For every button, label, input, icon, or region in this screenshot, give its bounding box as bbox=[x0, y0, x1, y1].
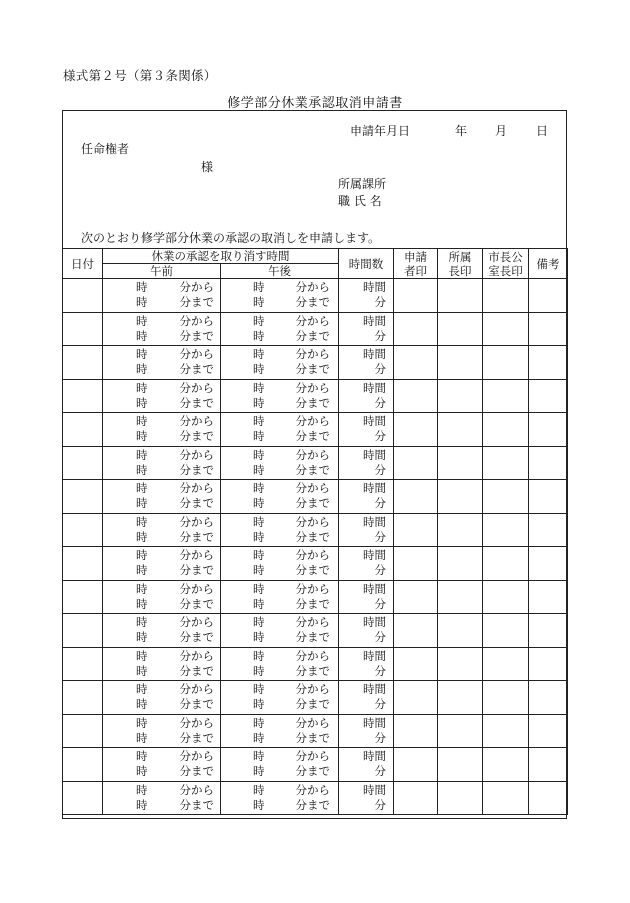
mayor-office-seal-cell[interactable] bbox=[483, 781, 529, 815]
applicant-seal-cell[interactable] bbox=[394, 614, 438, 648]
remarks-cell[interactable] bbox=[529, 312, 568, 346]
remarks-cell[interactable] bbox=[529, 413, 568, 447]
pm-time-cell[interactable]: 時 分から 時 分まで bbox=[221, 547, 339, 581]
date-cell[interactable] bbox=[63, 312, 103, 346]
mayor-office-seal-cell[interactable] bbox=[483, 379, 529, 413]
remarks-cell[interactable] bbox=[529, 379, 568, 413]
table-row bbox=[63, 513, 568, 547]
hours-cell[interactable]: 時間 分 bbox=[339, 781, 394, 815]
am-column-header: 午前 bbox=[103, 264, 221, 279]
pm-time-cell[interactable]: 時 分から 時 分まで bbox=[221, 681, 339, 715]
pm-time-cell[interactable]: 時 分から 時 分まで bbox=[221, 748, 339, 782]
dept-head-seal-cell[interactable] bbox=[438, 714, 483, 748]
am-time-cell[interactable]: 時 分から 時 分まで bbox=[103, 681, 221, 715]
day-label: 日 bbox=[536, 124, 549, 138]
hours-cell[interactable]: 時間 分 bbox=[339, 379, 394, 413]
am-time-cell[interactable]: 時 分から 時 分まで bbox=[103, 614, 221, 648]
cancellation-table bbox=[62, 248, 568, 815]
mayor-office-seal-cell[interactable] bbox=[483, 681, 529, 715]
am-time-cell[interactable]: 時 分から 時 分まで bbox=[103, 580, 221, 614]
table-row bbox=[63, 748, 568, 782]
am-time-cell[interactable]: 時 分から 時 分まで bbox=[103, 346, 221, 380]
pm-column-header: 午後 bbox=[221, 264, 339, 279]
pm-time-cell[interactable]: 時 分から 時 分まで bbox=[221, 714, 339, 748]
remarks-cell[interactable] bbox=[529, 580, 568, 614]
pm-time-cell[interactable]: 時 分から 時 分まで bbox=[221, 480, 339, 514]
honorific-sama: 様 bbox=[201, 160, 214, 174]
mayor-office-seal-header: 市長公 室長印 bbox=[483, 249, 529, 279]
applicant-seal-cell[interactable] bbox=[394, 480, 438, 514]
am-time-cell[interactable]: 時 分から 時 分まで bbox=[103, 748, 221, 782]
mayor-office-seal-cell[interactable] bbox=[483, 513, 529, 547]
applicant-seal-cell[interactable] bbox=[394, 379, 438, 413]
pm-time-cell[interactable]: 時 分から 時 分まで bbox=[221, 580, 339, 614]
mayor-office-seal-cell[interactable] bbox=[483, 279, 529, 313]
date-cell[interactable] bbox=[63, 480, 103, 514]
dept-head-seal-cell[interactable] bbox=[438, 547, 483, 581]
dept-head-seal-cell[interactable] bbox=[438, 513, 483, 547]
hours-cell[interactable]: 時間 分 bbox=[339, 580, 394, 614]
mayor-office-seal-cell[interactable] bbox=[483, 748, 529, 782]
department-label: 所属課所 bbox=[338, 177, 387, 191]
date-cell[interactable] bbox=[63, 446, 103, 480]
date-cell[interactable] bbox=[63, 379, 103, 413]
dept-head-seal-cell[interactable] bbox=[438, 312, 483, 346]
applicant-seal-cell[interactable] bbox=[394, 781, 438, 815]
am-time-cell[interactable]: 時 分から 時 分まで bbox=[103, 714, 221, 748]
hours-cell[interactable]: 時間 分 bbox=[339, 614, 394, 648]
hours-cell[interactable]: 時間 分 bbox=[339, 547, 394, 581]
dept-head-seal-cell[interactable] bbox=[438, 413, 483, 447]
applicant-seal-cell[interactable] bbox=[394, 547, 438, 581]
dept-head-seal-cell[interactable] bbox=[438, 647, 483, 681]
hours-cell[interactable]: 時間 分 bbox=[339, 413, 394, 447]
pm-time-cell[interactable]: 時 分から 時 分まで bbox=[221, 279, 339, 313]
hours-cell[interactable]: 時間 分 bbox=[339, 446, 394, 480]
applicant-seal-cell[interactable] bbox=[394, 513, 438, 547]
date-cell[interactable] bbox=[63, 647, 103, 681]
table-row bbox=[63, 647, 568, 681]
remarks-cell[interactable] bbox=[529, 681, 568, 715]
applicant-seal-header: 申請 者印 bbox=[394, 249, 438, 279]
hours-cell[interactable]: 時間 分 bbox=[339, 480, 394, 514]
dept-head-seal-cell[interactable] bbox=[438, 446, 483, 480]
appointing-authority-label: 任命権者 bbox=[81, 142, 130, 156]
dept-head-seal-cell[interactable] bbox=[438, 379, 483, 413]
mayor-office-seal-cell[interactable] bbox=[483, 446, 529, 480]
table-row bbox=[63, 346, 568, 380]
table-row bbox=[63, 614, 568, 648]
remarks-cell[interactable] bbox=[529, 346, 568, 380]
am-time-cell[interactable]: 時 分から 時 分まで bbox=[103, 480, 221, 514]
dept-head-seal-cell[interactable] bbox=[438, 681, 483, 715]
applicant-seal-cell[interactable] bbox=[394, 346, 438, 380]
am-time-cell[interactable]: 時 分から 時 分まで bbox=[103, 446, 221, 480]
mayor-office-seal-cell[interactable] bbox=[483, 614, 529, 648]
date-cell[interactable] bbox=[63, 547, 103, 581]
hours-cell[interactable]: 時間 分 bbox=[339, 714, 394, 748]
table-row bbox=[63, 480, 568, 514]
table-row bbox=[63, 681, 568, 715]
remarks-cell[interactable] bbox=[529, 279, 568, 313]
applicant-seal-cell[interactable] bbox=[394, 748, 438, 782]
mayor-office-seal-cell[interactable] bbox=[483, 714, 529, 748]
remarks-cell[interactable] bbox=[529, 614, 568, 648]
date-cell[interactable] bbox=[63, 681, 103, 715]
dept-head-seal-cell[interactable] bbox=[438, 614, 483, 648]
form-number-label: 様式第２号（第３条関係） bbox=[63, 68, 217, 83]
application-statement: 次のとおり修学部分休業の承認の取消しを申請します。 bbox=[81, 231, 381, 245]
am-time-cell[interactable]: 時 分から 時 分まで bbox=[103, 781, 221, 815]
date-cell[interactable] bbox=[63, 413, 103, 447]
dept-head-seal-cell[interactable] bbox=[438, 580, 483, 614]
table-row bbox=[63, 446, 568, 480]
dept-head-seal-cell[interactable] bbox=[438, 279, 483, 313]
am-time-cell[interactable]: 時 分から 時 分まで bbox=[103, 279, 221, 313]
hours-cell[interactable]: 時間 分 bbox=[339, 513, 394, 547]
mayor-office-seal-cell[interactable] bbox=[483, 580, 529, 614]
dept-head-seal-cell[interactable] bbox=[438, 346, 483, 380]
applicant-seal-cell[interactable] bbox=[394, 446, 438, 480]
month-label: 月 bbox=[495, 124, 508, 138]
am-time-cell[interactable]: 時 分から 時 分まで bbox=[103, 513, 221, 547]
pm-time-cell[interactable]: 時 分から 時 分まで bbox=[221, 513, 339, 547]
table-row bbox=[63, 413, 568, 447]
remarks-column-header: 備考 bbox=[529, 249, 568, 279]
date-cell[interactable] bbox=[63, 781, 103, 815]
table-row bbox=[63, 781, 568, 815]
remarks-cell[interactable] bbox=[529, 446, 568, 480]
mayor-office-seal-cell[interactable] bbox=[483, 647, 529, 681]
date-cell[interactable] bbox=[63, 614, 103, 648]
dept-head-seal-header: 所属 長印 bbox=[438, 249, 483, 279]
date-column-header: 日付 bbox=[63, 249, 103, 279]
hours-cell[interactable]: 時間 分 bbox=[339, 681, 394, 715]
date-cell[interactable] bbox=[63, 279, 103, 313]
table-row bbox=[63, 547, 568, 581]
date-cell[interactable] bbox=[63, 346, 103, 380]
pm-time-cell[interactable]: 時 分から 時 分まで bbox=[221, 346, 339, 380]
remarks-cell[interactable] bbox=[529, 714, 568, 748]
am-time-cell[interactable]: 時 分から 時 分まで bbox=[103, 413, 221, 447]
hours-cell[interactable]: 時間 分 bbox=[339, 748, 394, 782]
mayor-office-seal-cell[interactable] bbox=[483, 413, 529, 447]
applicant-seal-cell[interactable] bbox=[394, 647, 438, 681]
table-row bbox=[63, 279, 568, 313]
am-time-cell[interactable]: 時 分から 時 分まで bbox=[103, 312, 221, 346]
date-cell[interactable] bbox=[63, 580, 103, 614]
pm-time-cell[interactable]: 時 分から 時 分まで bbox=[221, 379, 339, 413]
table-row bbox=[63, 580, 568, 614]
dept-head-seal-cell[interactable] bbox=[438, 781, 483, 815]
table-row bbox=[63, 312, 568, 346]
am-time-cell[interactable]: 時 分から 時 分まで bbox=[103, 379, 221, 413]
applicant-seal-cell[interactable] bbox=[394, 681, 438, 715]
date-cell[interactable] bbox=[63, 714, 103, 748]
cancel-time-header: 休業の承認を取り消す時間 bbox=[103, 249, 339, 264]
mayor-office-seal-cell[interactable] bbox=[483, 346, 529, 380]
mayor-office-seal-cell[interactable] bbox=[483, 312, 529, 346]
pm-time-cell[interactable]: 時 分から 時 分まで bbox=[221, 781, 339, 815]
remarks-cell[interactable] bbox=[529, 513, 568, 547]
applicant-seal-cell[interactable] bbox=[394, 714, 438, 748]
date-cell[interactable] bbox=[63, 748, 103, 782]
remarks-cell[interactable] bbox=[529, 547, 568, 581]
pm-time-cell[interactable]: 時 分から 時 分まで bbox=[221, 312, 339, 346]
hours-cell[interactable]: 時間 分 bbox=[339, 312, 394, 346]
application-date-label: 申請年月日 bbox=[350, 124, 411, 138]
remarks-cell[interactable] bbox=[529, 781, 568, 815]
date-cell[interactable] bbox=[63, 513, 103, 547]
dept-head-seal-cell[interactable] bbox=[438, 480, 483, 514]
remarks-cell[interactable] bbox=[529, 480, 568, 514]
dept-head-seal-cell[interactable] bbox=[438, 748, 483, 782]
mayor-office-seal-cell[interactable] bbox=[483, 480, 529, 514]
pm-time-cell[interactable]: 時 分から 時 分まで bbox=[221, 446, 339, 480]
am-time-cell[interactable]: 時 分から 時 分まで bbox=[103, 647, 221, 681]
applicant-seal-cell[interactable] bbox=[394, 580, 438, 614]
applicant-seal-cell[interactable] bbox=[394, 413, 438, 447]
pm-time-cell[interactable]: 時 分から 時 分まで bbox=[221, 647, 339, 681]
position-name-label: 職 氏 名 bbox=[338, 194, 382, 208]
hours-cell[interactable]: 時間 分 bbox=[339, 647, 394, 681]
table-row bbox=[63, 379, 568, 413]
document-title: 修学部分休業承認取消申請書 bbox=[227, 96, 403, 111]
remarks-cell[interactable] bbox=[529, 748, 568, 782]
year-label: 年 bbox=[455, 124, 468, 138]
applicant-seal-cell[interactable] bbox=[394, 279, 438, 313]
remarks-cell[interactable] bbox=[529, 647, 568, 681]
table-row bbox=[63, 714, 568, 748]
mayor-office-seal-cell[interactable] bbox=[483, 547, 529, 581]
applicant-seal-cell[interactable] bbox=[394, 312, 438, 346]
hours-column-header: 時間数 bbox=[339, 249, 394, 279]
hours-cell[interactable]: 時間 分 bbox=[339, 346, 394, 380]
hours-cell[interactable]: 時間 分 bbox=[339, 279, 394, 313]
pm-time-cell[interactable]: 時 分から 時 分まで bbox=[221, 614, 339, 648]
pm-time-cell[interactable]: 時 分から 時 分まで bbox=[221, 413, 339, 447]
am-time-cell[interactable]: 時 分から 時 分まで bbox=[103, 547, 221, 581]
